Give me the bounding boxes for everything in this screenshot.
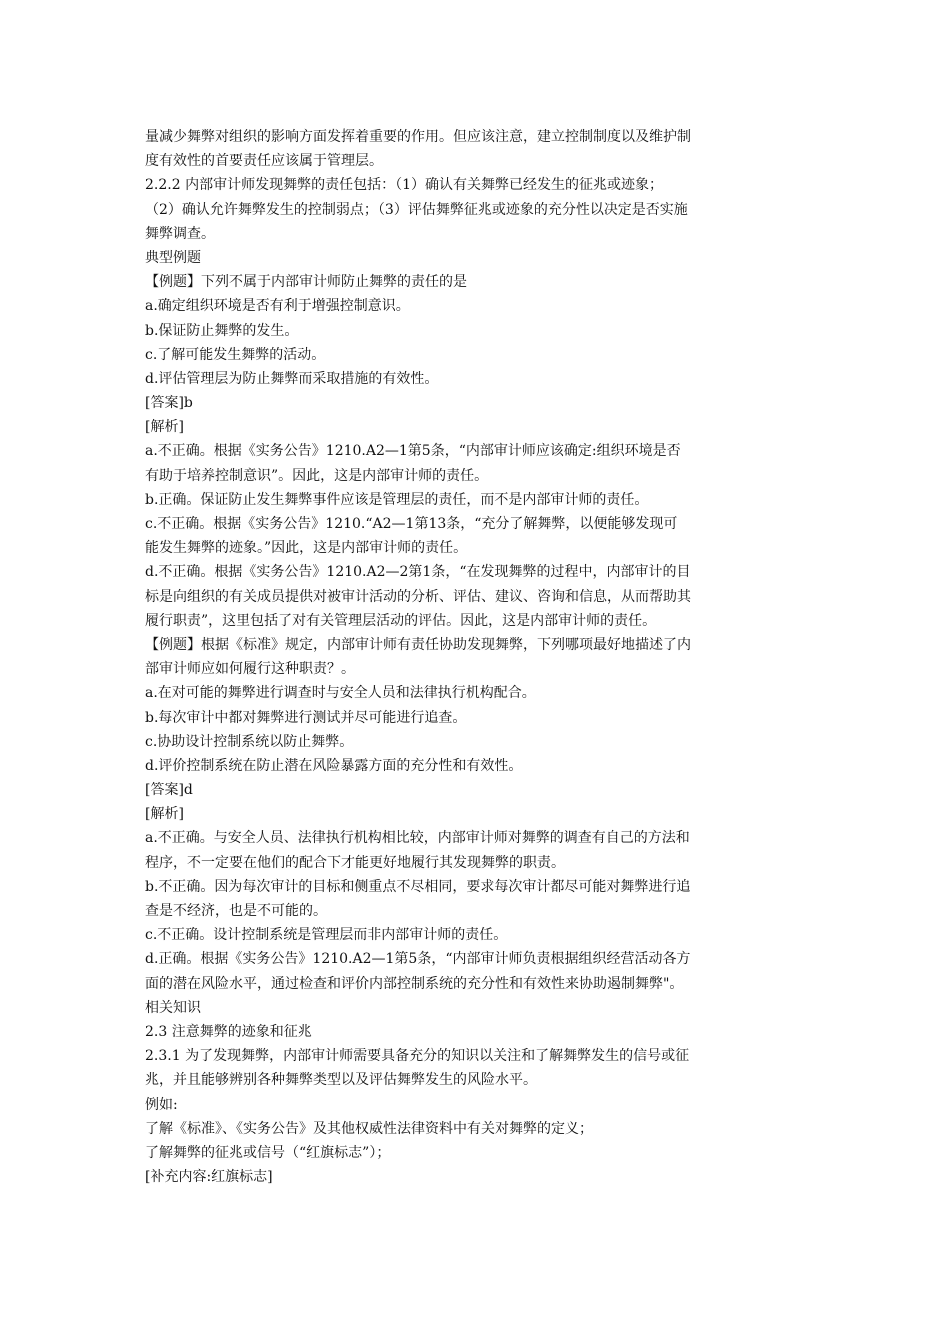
option-d: d.评价控制系统在防止潜在风险暴露方面的充分性和有效性。 <box>145 757 523 774</box>
section-heading-2-3: 2.3 注意舞弊的迹象和征兆 <box>145 1023 312 1040</box>
analysis-text: b.不正确。因为每次审计的目标和侧重点不尽相同，要求每次审计都尽可能对舞弊进行追 <box>145 878 691 895</box>
analysis-text: c.不正确。设计控制系统是管理层而非内部审计师的责任。 <box>145 927 508 944</box>
analysis-text: 有助于培养控制意识”。因此，这是内部审计师的责任。 <box>145 467 489 484</box>
answer-line: [答案]b <box>145 395 193 412</box>
example-question: 部审计师应如何履行这种职责？。 <box>145 661 355 678</box>
option-b: b.每次审计中都对舞弊进行测试并尽可能进行追查。 <box>145 709 467 726</box>
option-c: c.协助设计控制系统以防止舞弊。 <box>145 733 354 750</box>
analysis-text: a.不正确。与安全人员、法律执行机构相比较，内部审计师对舞弊的调查有自己的方法和 <box>145 830 690 847</box>
analysis-text: c.不正确。根据《实务公告》1210.“A2—1第13条，“充分了解舞弊，以便能够发现可 <box>145 516 678 532</box>
answer-line: [答案]d <box>145 782 193 799</box>
option-a: a.确定组织环境是否有利于增强控制意识。 <box>145 298 410 315</box>
analysis-text: 程序，不一定要在他们的配合下才能更好地履行其发现舞弊的职责。 <box>145 854 565 871</box>
analysis-text: a.不正确。根据《实务公告》1210.A2—1第5条，“内部审计师应该确定:组织环境是否 <box>145 443 681 460</box>
option-c: c.了解可能发生舞弊的活动。 <box>145 346 326 363</box>
option-a: a.在对可能的舞弊进行调查时与安全人员和法律执行机构配合。 <box>145 685 536 702</box>
section-heading-2-2-2: 2.2.2 内部审计师发现舞弊的责任包括：（1）确认有关舞弊已经发生的征兆或迹象； <box>145 177 663 194</box>
analysis-text: 面的潜在风险水平，通过检查和评价内部控制系统的充分性和有效性来协助遏制舞弊"。 <box>145 975 684 992</box>
section-heading-2-3-1: 2.3.1 为了发现舞弊，内部审计师需要具备充分的知识以关注和了解舞弊发生的信号或征 <box>145 1048 690 1065</box>
example-question: 【例题】下列不属于内部审计师防止舞弊的责任的是 <box>145 274 467 291</box>
analysis-text: 标是向组织的有关成员提供对被审计活动的分析、评估、建议、咨询和信息，从而帮助其 <box>145 588 691 605</box>
example-question: 【例题】根据《标准》规定，内部审计师有责任协助发现舞弊，下列哪项最好地描述了内 <box>145 636 691 653</box>
analysis-text: d.正确。根据《实务公告》1210.A2—1第5条，“内部审计师负责根据组织经营活动各方 <box>145 951 691 968</box>
text-line: （2）确认允许舞弊发生的控制弱点；（3）评估舞弊征兆或迹象的充分性以决定是否实施 <box>145 201 688 218</box>
text-line: 了解《标准》、《实务公告》及其他权威性法律资料中有关对舞弊的定义； <box>145 1120 593 1137</box>
document-body <box>145 125 805 1189</box>
option-d: d.评估管理层为防止舞弊而采取措施的有效性。 <box>145 370 439 387</box>
text-line: 了解舞弊的征兆或信号（“红旗标志”）； <box>145 1144 391 1161</box>
subsection-label: 典型例题 <box>145 249 201 266</box>
text-line: 兆，并且能够辨别各种舞弊类型以及评估舞弊发生的风险水平。 <box>145 1072 537 1089</box>
text-line: 例如: <box>145 1096 178 1113</box>
text-line: 度有效性的首要责任应该属于管理层。 <box>145 153 383 170</box>
text-line: 舞弊调查。 <box>145 225 215 242</box>
subsection-label: 相关知识 <box>145 999 201 1016</box>
analysis-label: [解析] <box>145 419 184 436</box>
supplement-label: [补充内容:红旗标志] <box>145 1169 273 1186</box>
text-line: 量减少舞弊对组织的影响方面发挥着重要的作用。但应该注意，建立控制制度以及维护制 <box>145 129 691 145</box>
analysis-text: b.正确。保证防止发生舞弊事件应该是管理层的责任，而不是内部审计师的责任。 <box>145 491 649 508</box>
analysis-text: 能发生舞弊的迹象。”因此，这是内部审计师的责任。 <box>145 540 468 557</box>
analysis-text: d.不正确。根据《实务公告》1210.A2—2第1条，“在发现舞弊的过程中，内部审计的目 <box>145 564 691 581</box>
analysis-label: [解析] <box>145 806 184 823</box>
analysis-text: 履行职责”，这里包括了对有关管理层活动的评估。因此，这是内部审计师的责任。 <box>145 612 657 629</box>
analysis-text: 查是不经济，也是不可能的。 <box>145 903 327 919</box>
option-b: b.保证防止舞弊的发生。 <box>145 322 299 339</box>
